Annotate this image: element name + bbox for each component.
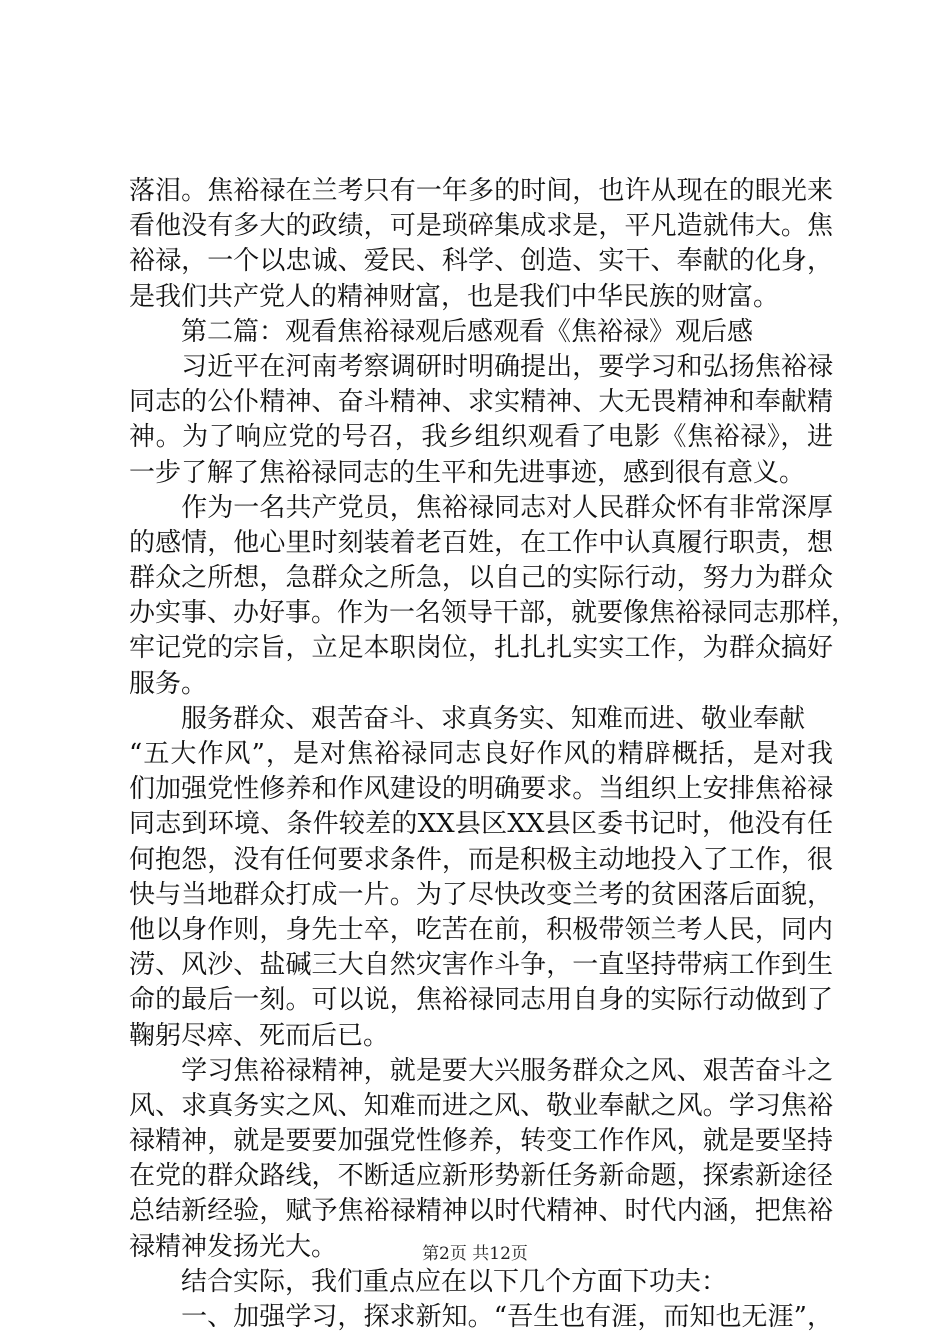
text-line: 落泪。焦裕禄在兰考只有一年多的时间，也许从现在的眼光来 (129, 176, 833, 206)
text-line: 的感情，他心里时刻装着老百姓，在工作中认真履行职责，想 (129, 527, 833, 558)
text-line: 风、求真务实之风、知难而进之风、敬业奉献之风。学习焦裕 (129, 1090, 833, 1121)
text-line: 们加强党性修养和作风建设的明确要求。当组织上安排焦裕禄 (129, 774, 833, 805)
text-line: 牢记党的宗旨，立足本职岗位，扎扎扎实实工作，为群众搞好 (129, 633, 833, 664)
text-line: 结合实际，我们重点应在以下几个方面下功夫： (129, 1266, 728, 1297)
text-line: 神。为了响应党的号召，我乡组织观看了电影《焦裕禄》，进 (129, 422, 833, 453)
document-body (129, 174, 858, 1335)
text-line: 服务群众、艰苦奋斗、求真务实、知难而进、敬业奉献 (129, 703, 806, 734)
text-line: 总结新经验，赋予焦裕禄精神以时代精神、时代内涵，把焦裕 (129, 1196, 833, 1227)
text-line: 他以身作则，身先士卒，吃苦在前，积极带领兰考人民，同内 (129, 914, 833, 945)
text-line: 是我们共产党人的精神财富，也是我们中华民族的财富。 (129, 281, 780, 312)
text-line: 鞠躬尽瘁、死而后已。 (129, 1020, 390, 1051)
section-heading: 第二篇：观看焦裕禄观后感观看《焦裕禄》观后感 (129, 316, 754, 347)
text-line: 同志到环境、条件较差的XX县区XX县区委书记时，他没有任 (129, 809, 833, 840)
text-line: 禄精神，就是要要加强党性修养，转变工作作风，就是要坚持 (129, 1126, 833, 1157)
text-line: 服务。 (129, 668, 208, 699)
text-line: “五大作风”，是对焦裕禄同志良好作风的精辟概括，是对我 (129, 739, 833, 769)
text-line: 一、加强学习，探求新知。“吾生也有涯，而知也无涯”， (129, 1302, 833, 1332)
text-line: 命的最后一刻。可以说，焦裕禄同志用自身的实际行动做到了 (129, 985, 833, 1016)
text-line: 快与当地群众打成一片。为了尽快改变兰考的贫困落后面貌， (129, 879, 833, 910)
text-line: 在党的群众路线，不断适应新形势新任务新命题，探索新途径 (129, 1161, 833, 1192)
text-line: 学习焦裕禄精神，就是要大兴服务群众之风、艰苦奋斗之 (129, 1055, 833, 1086)
text-line: 作为一名共产党员，焦裕禄同志对人民群众怀有非常深厚 (129, 492, 833, 523)
text-line: 禄精神发扬光大。 (129, 1231, 338, 1262)
text-line: 同志的公仆精神、奋斗精神、求实精神、大无畏精神和奉献精 (129, 387, 833, 418)
text-line: 办实事、办好事。作为一名领导干部，就要像焦裕禄同志那样， (129, 598, 858, 629)
text-line: 习近平在河南考察调研时明确提出，要学习和弘扬焦裕禄 (129, 351, 833, 382)
text-line: 何抱怨，没有任何要求条件，而是积极主动地投入了工作，很 (129, 844, 833, 875)
text-line: 看他没有多大的政绩，可是琐碎集成求是，平凡造就伟大。焦 (129, 211, 833, 242)
page-footer: 第2页 共12页 (422, 1244, 528, 1264)
text-line: 涝、风沙、盐碱三大自然灾害作斗争，一直坚持带病工作到生 (129, 950, 833, 981)
text-line: 群众之所想，急群众之所急，以自己的实际行动，努力为群众 (129, 563, 833, 594)
text-line: 一步了解了焦裕禄同志的生平和先进事迹，感到很有意义。 (129, 457, 806, 488)
text-line: 裕禄，一个以忠诚、爱民、科学、创造、实干、奉献的化身， (129, 246, 833, 277)
